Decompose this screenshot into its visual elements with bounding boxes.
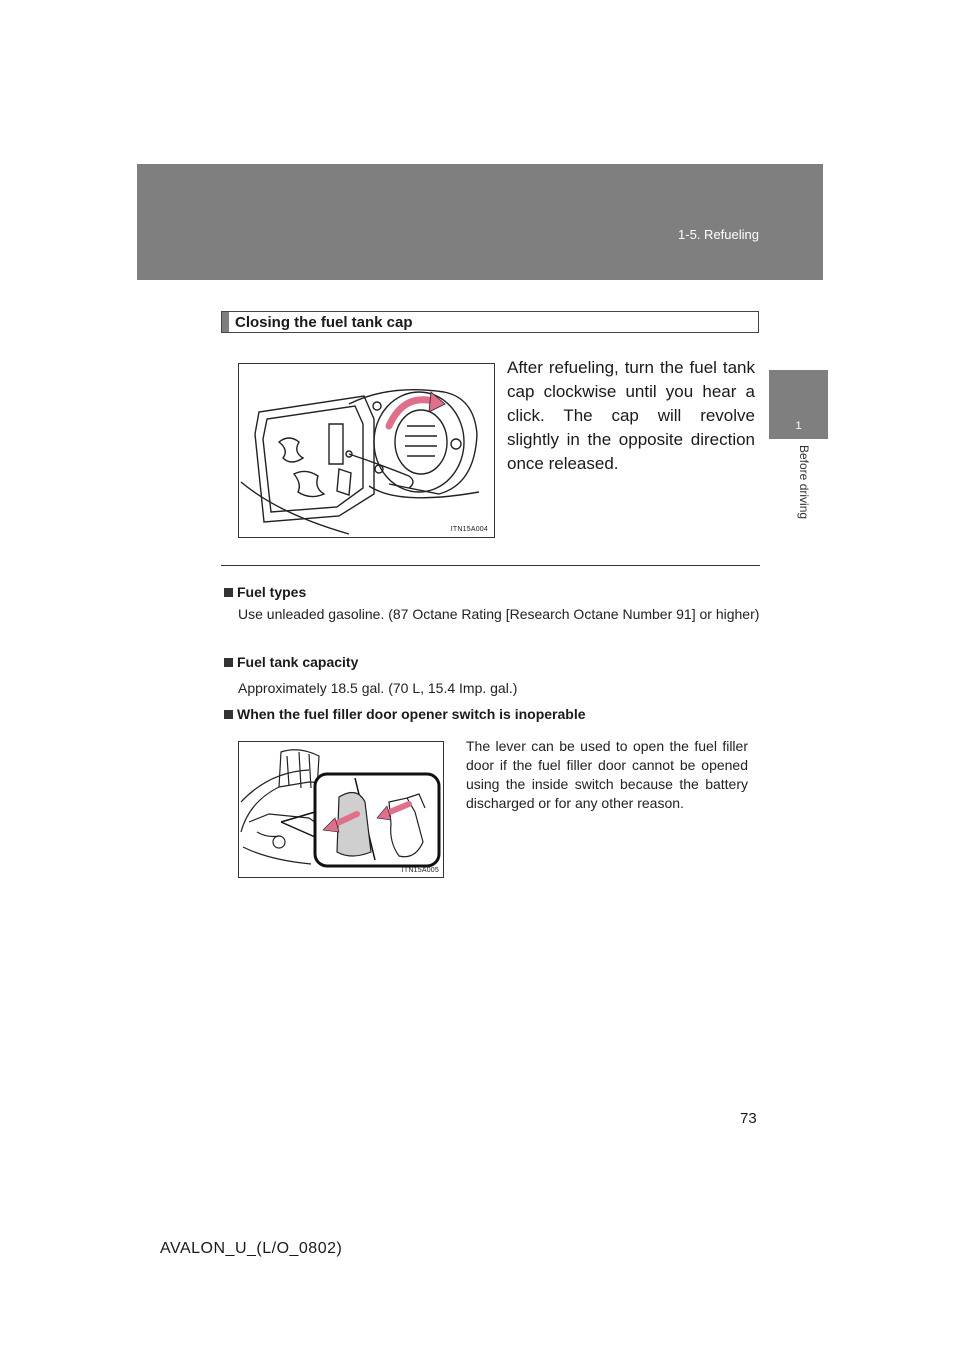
section-breadcrumb: 1-5. Refueling <box>678 227 759 242</box>
note-title: Fuel tank capacity <box>237 654 359 670</box>
closing-instructions: After refueling, turn the fuel tank cap clockwise until you hear a click. The cap will revolve slightly in the opposite direction once released. <box>507 358 755 473</box>
fuel-cap-drawing <box>239 364 494 537</box>
heading-bar <box>222 312 229 332</box>
figure-code: ITN15A005 <box>401 867 439 874</box>
figure-code: ITN15A004 <box>450 526 488 533</box>
header-band <box>137 164 823 280</box>
chapter-label: Before driving <box>797 445 811 520</box>
fuel-cap-illustration <box>238 363 495 538</box>
note-text-opener-inoperable: The lever can be used to open the fuel filler door if the fuel filler door cannot be opened using the inside switch because the battery discharged or for any other reason. <box>466 738 748 811</box>
trunk-lever-drawing <box>239 742 443 877</box>
section-heading <box>221 311 759 333</box>
chapter-number: 1 <box>795 420 802 432</box>
section-title: Closing the fuel tank cap <box>235 313 413 331</box>
note-heading-fuel-capacity <box>224 654 358 670</box>
document-code: AVALON_U_(L/O_0802) <box>160 1240 343 1257</box>
note-text-fuel-types: Use unleaded gasoline. (87 Octane Rating [Research Octane Number 91] or higher) <box>238 606 760 622</box>
trunk-lever-illustration <box>238 741 444 878</box>
note-heading-fuel-types <box>224 584 306 600</box>
chapter-tab <box>769 370 828 439</box>
note-title: When the fuel filler door opener switch is inoperable <box>237 706 586 722</box>
section-divider <box>221 565 760 566</box>
note-text-fuel-capacity: Approximately 18.5 gal. (70 L, 15.4 Imp. gal.) <box>238 680 518 696</box>
page-number: 73 <box>740 1110 757 1127</box>
bullet-square-icon <box>224 658 233 667</box>
note-heading-opener-inoperable <box>224 706 586 722</box>
note-title: Fuel types <box>237 584 307 600</box>
bullet-square-icon <box>224 588 233 597</box>
arrowhead-icon <box>429 392 445 412</box>
bullet-square-icon <box>224 710 233 719</box>
